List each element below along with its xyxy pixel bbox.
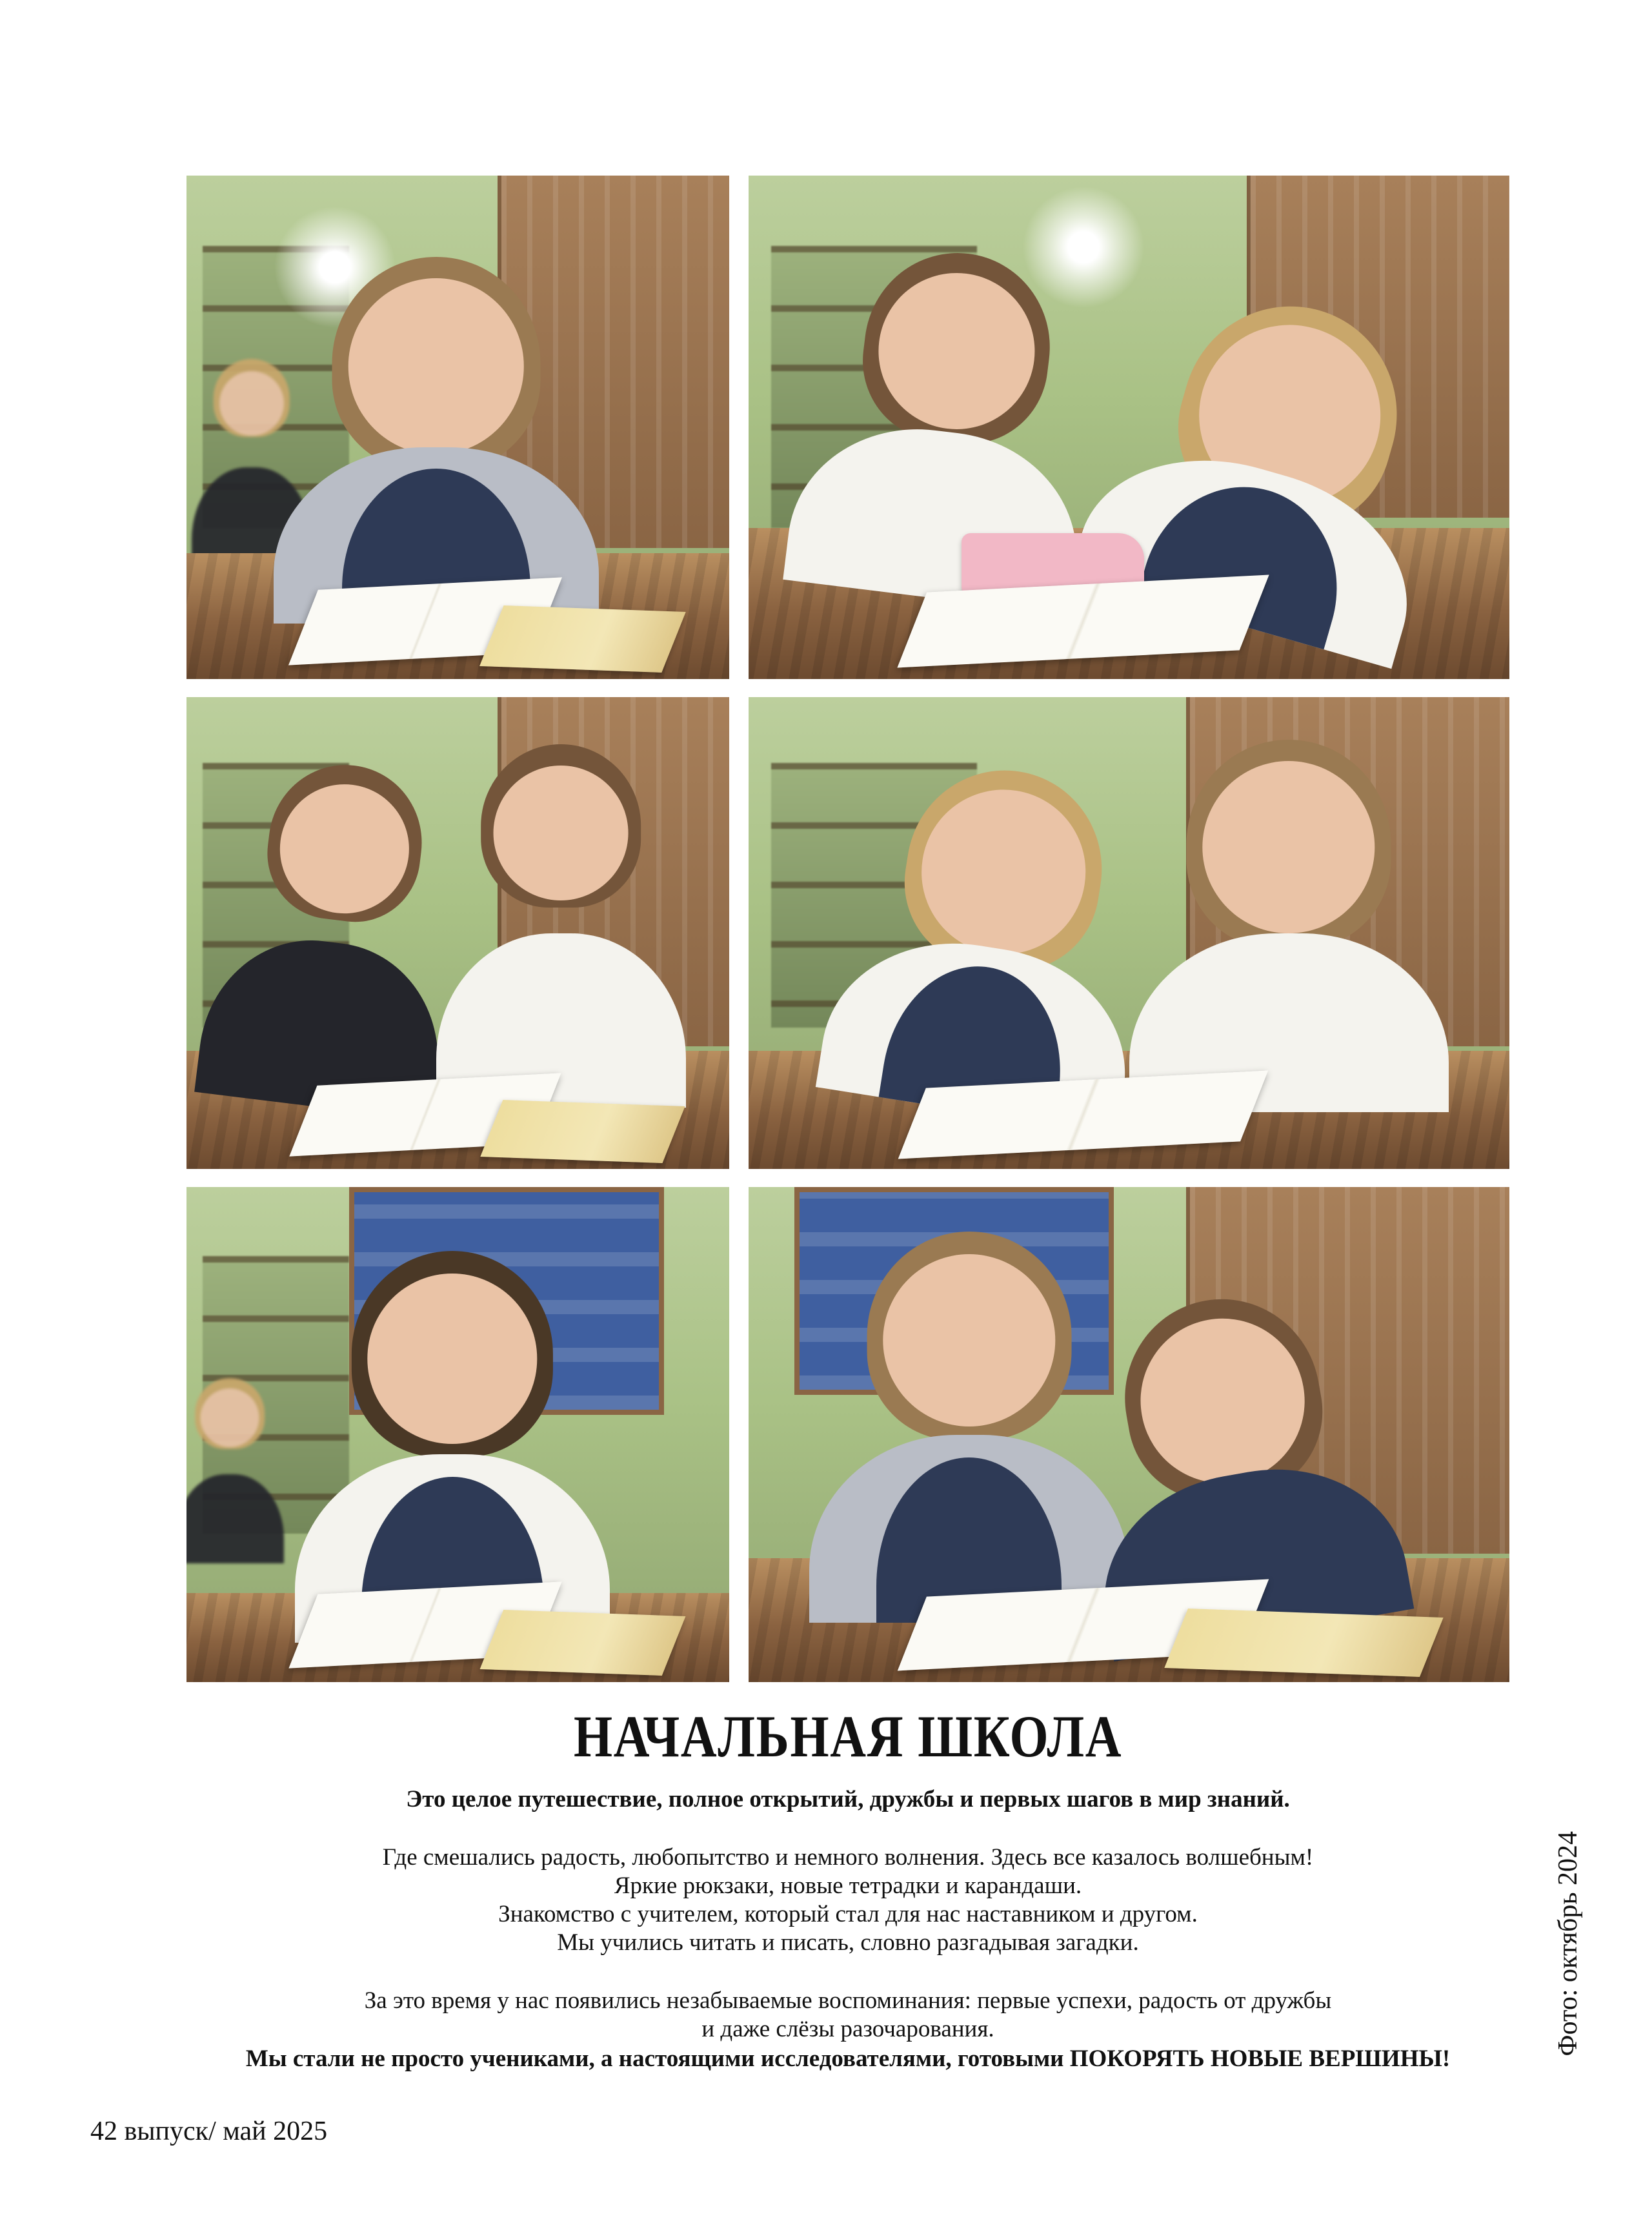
textbook <box>480 1610 686 1676</box>
paragraph-2-line-2: и даже слёзы разочарования. <box>701 2016 994 2042</box>
issue-footer: 42 выпуск/ май 2025 <box>90 2116 328 2146</box>
photo-classroom-1 <box>186 176 729 679</box>
photo-classroom-5 <box>186 1187 729 1682</box>
student-face <box>494 766 629 900</box>
photo-classroom-4 <box>749 697 1509 1169</box>
paragraph-2 <box>186 1987 1509 2044</box>
paragraph-1-line-3: Знакомство с учителем, который стал для нас наставником и другом. <box>498 1901 1198 1927</box>
intro-line: Это целое путешествие, полное открытий, дружбы и первых шагов в мир знаний. <box>406 1786 1290 1812</box>
paragraph-1-line-2: Яркие рюкзаки, новые тетрадки и карандаши. <box>614 1873 1082 1899</box>
student-clothes <box>186 1474 284 1563</box>
photo-classroom-6 <box>749 1187 1509 1682</box>
photo-grid <box>186 176 1509 1682</box>
closing-line: Мы стали не просто учениками, а настоящими исследователями, готовыми ПОКОРЯТЬ НОВЫЕ ВЕРШИНЫ! <box>245 2045 1451 2072</box>
page-title-text: НАЧАЛЬНАЯ ШКОЛА <box>573 1703 1123 1769</box>
textbook <box>479 605 685 673</box>
student-background <box>186 1385 284 1563</box>
student-foreground <box>274 271 599 624</box>
student-face <box>367 1274 537 1443</box>
student-face <box>201 1388 259 1447</box>
student-face <box>348 278 524 454</box>
photo-classroom-3 <box>186 697 729 1169</box>
page-title <box>186 1704 1509 1769</box>
textbook <box>1165 1609 1444 1677</box>
paragraph-1-line-4: Мы учились читать и писать, словно разгадывая загадки. <box>557 1929 1139 1956</box>
student-foreground <box>194 764 472 1121</box>
paragraph-1-line-1: Где смешались радость, любопытство и немного волнения. Здесь все казалось волшебным! <box>382 1844 1314 1871</box>
paragraph-1 <box>186 1843 1509 1957</box>
textbook <box>480 1100 685 1163</box>
photo-credit: Фото: октябрь 2024 <box>1553 1831 1583 2056</box>
student-face <box>883 1254 1055 1426</box>
paragraph-2-line-1: За это время у нас появились незабываемые воспоминания: первые успехи, радость от дружбы <box>364 1987 1332 2014</box>
student-foreground <box>436 758 686 1108</box>
student-foreground <box>295 1266 610 1643</box>
student-foreground <box>1129 754 1449 1113</box>
photo-classroom-2 <box>749 176 1509 679</box>
student-face <box>1202 761 1375 933</box>
